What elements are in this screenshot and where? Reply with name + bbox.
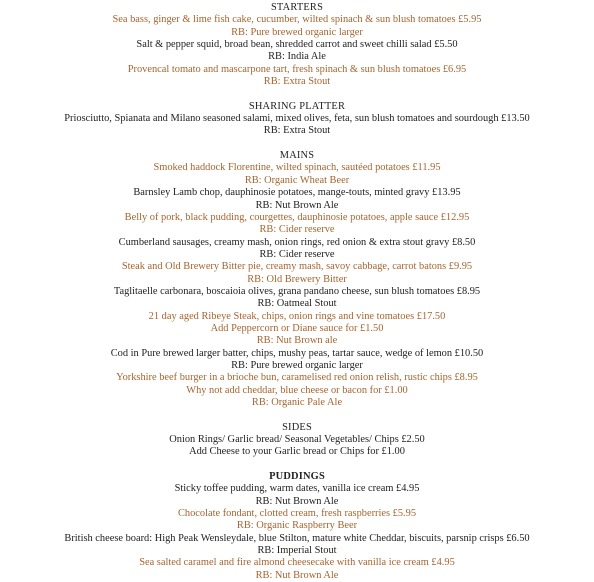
menu-item-line: Onion Rings/ Garlic bread/ Seasonal Vegetables/ Chips £2.50: [169, 434, 425, 446]
menu-item-line: Sea bass, ginger & lime fish cake, cucumber, wilted spinach & sun blush tomatoes £5.95: [112, 14, 482, 26]
beer-pairing-line: RB: India Ale: [268, 51, 326, 63]
beer-pairing-line: RB: Extra Stout: [263, 76, 331, 88]
section-heading: MAINS: [279, 150, 315, 162]
beer-pairing-line: RB: Nut Brown Ale: [255, 495, 339, 507]
menu-item-line: Taglitaelle carbonara, boscaioia olives, grana pandano cheese, sun blush tomatoes £8.95: [113, 285, 481, 297]
menu-item-line: Cumberland sausages, creamy mash, onion rings, red onion & extra stout gravy £8.50: [118, 236, 476, 248]
beer-pairing-line: RB: Cider reserve: [259, 224, 335, 236]
menu-item-line: Salt & pepper squid, broad bean, shredded carrot and sweet chilli salad £5.50: [136, 39, 458, 51]
beer-pairing-line: RB: Cider reserve: [259, 248, 335, 260]
beer-pairing-line: RB: Pure brewed organic larger: [231, 26, 363, 38]
menu-item-line: Steak and Old Brewery Bitter pie, creamy mash, savoy cabbage, carrot batons £9.95: [121, 261, 473, 273]
section-heading: PUDDINGS: [269, 471, 325, 483]
menu-item-line: 21 day aged Ribeye Steak, chips, onion rings and vine tomatoes £17.50: [148, 310, 446, 322]
menu-item-line: Sea salted caramel and fire almond cheesecake with vanilla ice cream £4.95: [139, 557, 455, 569]
menu-item-line: Cod in Pure brewed larger batter, chips, mushy peas, tartar sauce, wedge of lemon £10.50: [110, 347, 484, 359]
menu-document: [0, 2, 594, 582]
beer-pairing-line: RB: Organic Pale Ale: [251, 397, 343, 408]
section-spacer: [0, 138, 594, 150]
menu-item-line: Chocolate fondant, clotted cream, fresh raspberries £5.95: [177, 508, 417, 520]
beer-pairing-line: RB: Old Brewery Bitter: [247, 273, 347, 285]
beer-pairing-line: RB: Nut Brown ale: [256, 335, 338, 347]
menu-item-line: Barnsley Lamb chop, dauphinosie potatoes, mange-touts, minted gravy £13.95: [133, 187, 461, 199]
menu-item-line: Why not add cheddar, blue cheese or bacon for £1.00: [186, 384, 408, 396]
menu-item-line: Yorkshire beef burger in a brioche bun, caramelised red onion relish, rustic chips £8.95: [116, 372, 478, 384]
section-heading: SHARING PLATTER: [248, 100, 346, 112]
beer-pairing-line: RB: Pure brewed organic larger: [231, 359, 363, 371]
beer-pairing-line: RB: Extra Stout: [263, 125, 331, 137]
beer-pairing-line: RB: Imperial Stout: [257, 545, 337, 557]
menu-item-line: Belly of pork, black pudding, courgettes, dauphinosie potatoes, apple sauce £12.95: [124, 211, 470, 223]
beer-pairing-line: RB: Nut Brown Ale: [255, 199, 339, 211]
menu-item-line: Priosciutto, Spianata and Milano seasoned salami, mixed olives, feta, sun blush tomatoes and sourdough £13.50: [64, 113, 530, 125]
section-spacer: [0, 459, 594, 471]
menu-item-line: Smoked haddock Florentine, wilted spinach, sautéed potatoes £11.95: [153, 162, 441, 174]
section-heading: SIDES: [282, 421, 312, 433]
beer-pairing-line: RB: Organic Wheat Beer: [244, 174, 350, 186]
section-spacer: [0, 88, 594, 100]
beer-pairing-line: RB: Organic Raspberry Beer: [236, 520, 358, 532]
section-spacer: [0, 409, 594, 421]
menu-item-line: Sticky toffee pudding, warm dates, vanilla ice cream £4.95: [174, 483, 420, 495]
menu-item-line: Add Cheese to your Garlic bread or Chips for £1.00: [189, 446, 405, 458]
menu-item-line: Add Peppercorn or Diane sauce for £1.50: [210, 322, 384, 334]
beer-pairing-line: RB: Oatmeal Stout: [257, 298, 337, 310]
section-heading: STARTERS: [270, 2, 324, 13]
menu-item-line: Provencal tomato and mascarpone tart, fresh spinach & sun blush tomatoes £6.95: [127, 63, 467, 75]
menu-item-line: British cheese board: High Peak Wensleydale, blue Stilton, mature white Cheddar, biscuits, parsnip crisps £6.50: [64, 532, 530, 544]
beer-pairing-line: RB: Nut Brown Ale: [255, 569, 339, 581]
